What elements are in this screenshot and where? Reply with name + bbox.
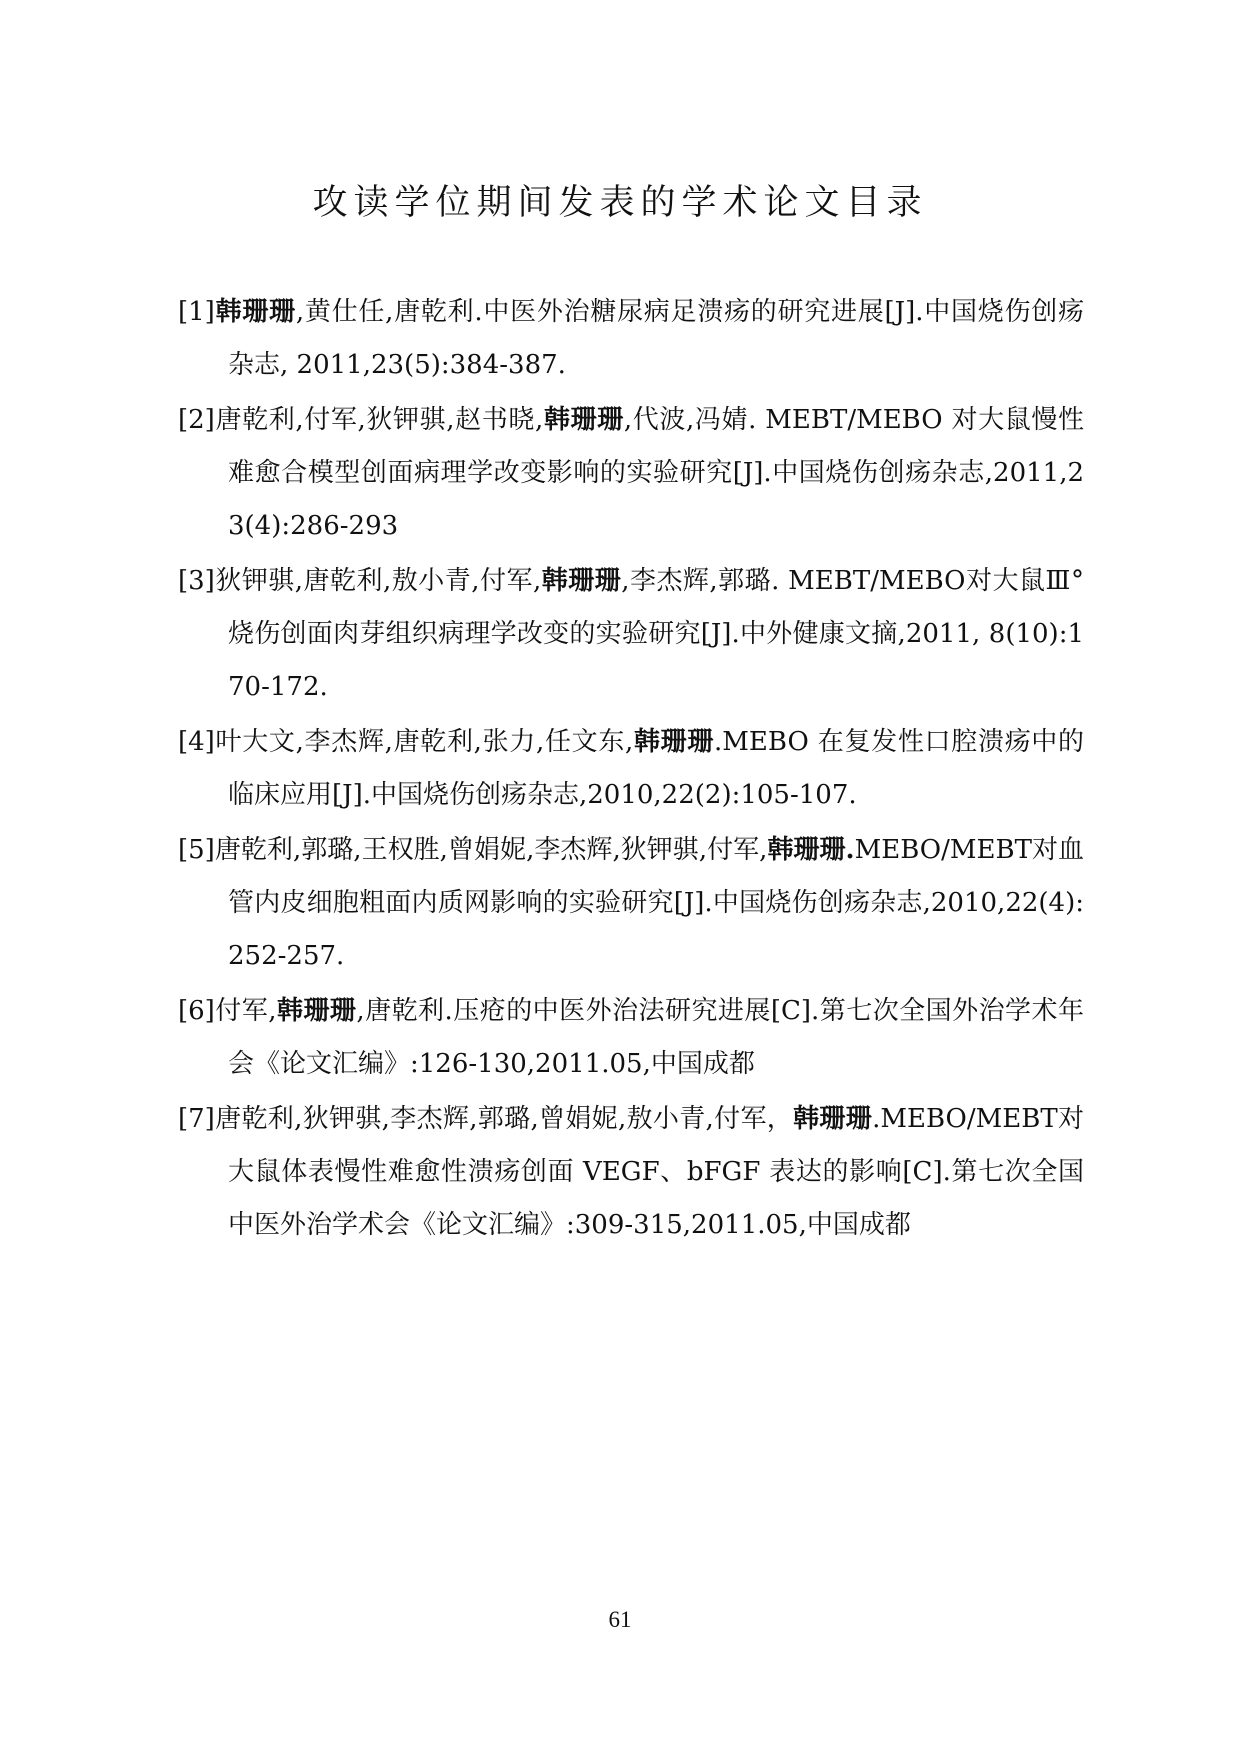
reference-item [178, 1093, 1084, 1252]
reference-item [178, 394, 1084, 553]
reference-item [178, 985, 1084, 1091]
reference-text-after: .MEBO 在复发性口腔溃疡中的临床应用[J].中国烧伤创疡杂志,2010,22(2):105-107. [228, 727, 1084, 810]
reference-text-after: ,唐乾利.压疮的中医外治法研究进展[C].第七次全国外治学术年会《论文汇编》:126-130,2011.05,中国成都 [228, 996, 1084, 1079]
reference-number: [6] [178, 996, 215, 1026]
reference-text-before: 叶大文,李杰辉,唐乾利,张力,任文东, [214, 727, 634, 757]
reference-item [178, 555, 1084, 714]
author-highlight: 韩珊珊. [767, 835, 855, 865]
reference-text-after: MEBO/MEBT对血管内皮细胞粗面内质网影响的实验研究[J].中国烧伤创疡杂志,2010,22(4):252-257. [228, 835, 1084, 971]
page-title: 攻读学位期间发表的学术论文目录 [312, 183, 928, 223]
reference-text-after: ,黄仕任,唐乾利.中医外治糖尿病足溃疡的研究进展[J].中国烧伤创疡杂志, 2011,23(5):384-387. [228, 297, 1084, 380]
reference-text-after: ,代波,冯婧. MEBT/MEBO 对大鼠慢性难愈合模型创面病理学改变影响的实验研究[J].中国烧伤创疡杂志,2011,23(4):286-293 [228, 405, 1084, 541]
reference-item [178, 286, 1084, 392]
author-highlight: 韩珊珊 [276, 996, 357, 1026]
reference-text-before: 付军, [214, 996, 277, 1026]
author-highlight: 韩珊珊 [214, 297, 296, 327]
reference-number: [3] [178, 566, 215, 596]
reference-text-before: 唐乾利,郭璐,王权胜,曾娟妮,李杰辉,狄钾骐,付军, [214, 835, 768, 865]
reference-number: [5] [178, 835, 215, 865]
reference-number: [7] [178, 1104, 215, 1134]
author-highlight: 韩珊珊 [543, 405, 624, 435]
reference-number: [2] [178, 405, 215, 435]
reference-text-before: 唐乾利,狄钾骐,李杰辉,郭璐,曾娟妮,敖小青,付军， [214, 1104, 794, 1134]
author-highlight: 韩珊珊 [793, 1104, 873, 1134]
reference-number: [1] [178, 297, 215, 327]
page-number: 61 [608, 1607, 632, 1632]
reference-text-after: ,李杰辉,郭璐. MEBT/MEBO对大鼠Ⅲ°烧伤创面肉芽组织病理学改变的实验研究[J].中外健康文摘,2011, 8(10):170-172. [228, 566, 1084, 702]
author-highlight: 韩珊珊 [633, 727, 715, 757]
author-highlight: 韩珊珊 [541, 566, 622, 596]
reference-list [178, 286, 1084, 1254]
reference-text-before: 狄钾骐,唐乾利,敖小青,付军, [214, 566, 542, 596]
reference-item [178, 716, 1084, 822]
reference-text-after: .MEBO/MEBT对大鼠体表慢性难愈性溃疡创面 VEGF、bFGF 表达的影响[C].第七次全国中医外治学术会《论文汇编》:309-315,2011.05,中国成都 [228, 1104, 1084, 1240]
reference-text-before: 唐乾利,付军,狄钾骐,赵书晓, [214, 405, 544, 435]
reference-item [178, 824, 1084, 983]
reference-number: [4] [178, 727, 215, 757]
